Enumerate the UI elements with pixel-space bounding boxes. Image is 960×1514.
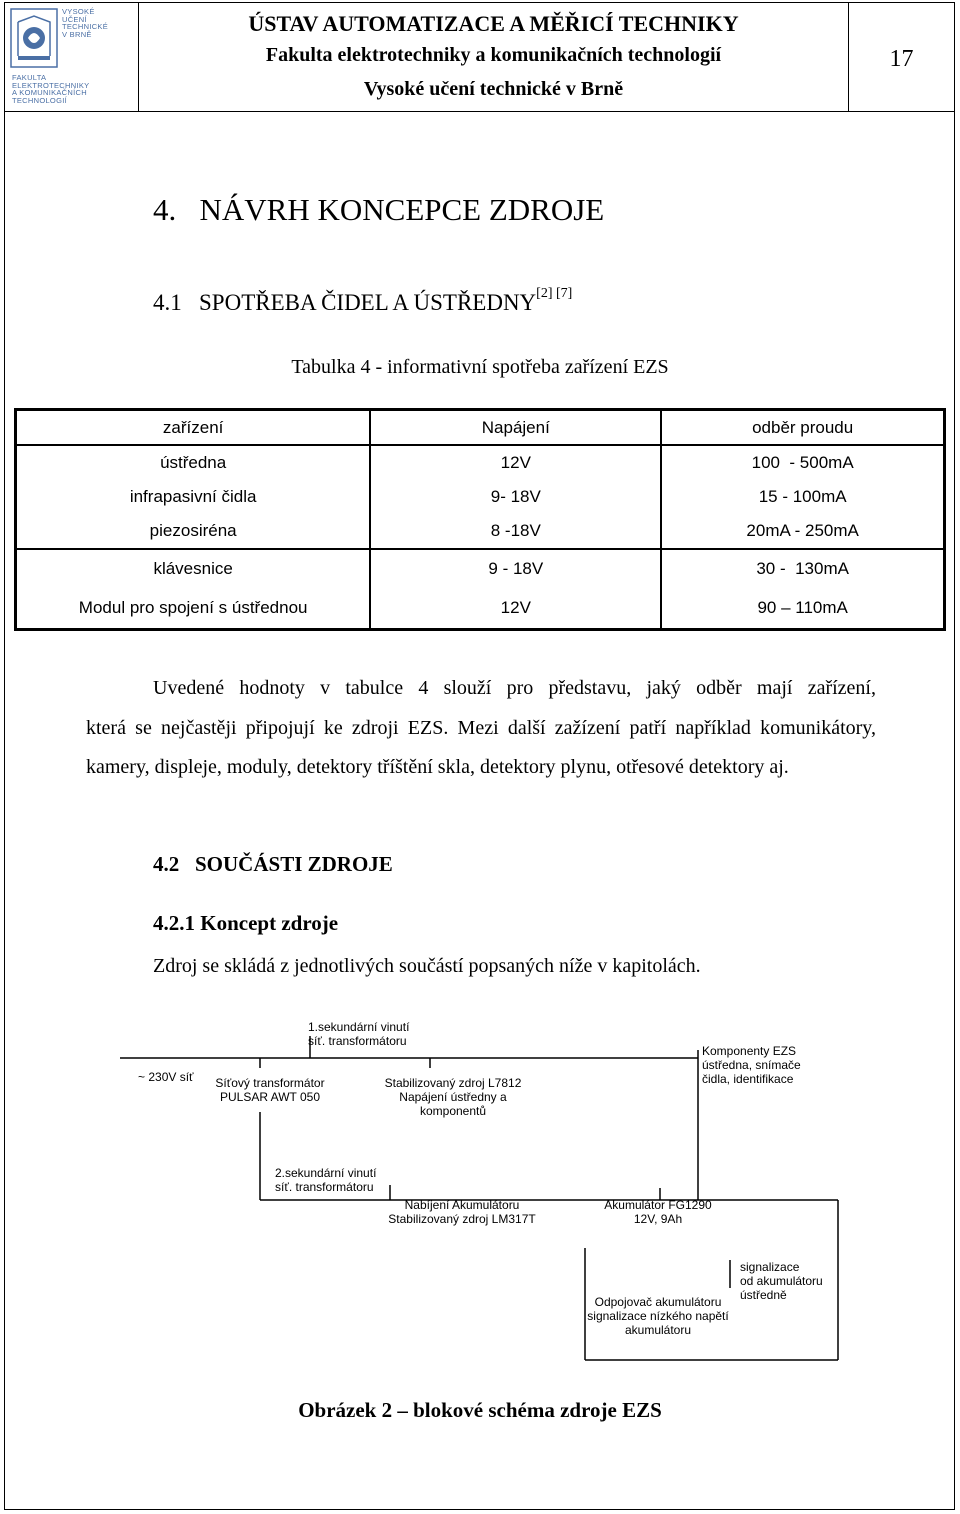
label-line: 2.sekundární vinutí (275, 1166, 377, 1180)
section-title (153, 286, 573, 316)
table-header-cell: Napájení (370, 410, 661, 446)
block-text-line: Napájení ústředny a (399, 1090, 507, 1104)
paragraph-continuation: která se nejčastěji připojují ke zdroji EZS. Mezi další zažízení patří například komunikátory, kamery, displeje, moduly, detektory tříštění skla, detektory plynu, otřesové detektory aj. (86, 716, 876, 778)
table-caption: Tabulka 4 - informativní spotřeba zařízení EZS (291, 356, 669, 378)
consumption-table (14, 408, 946, 631)
secondary1-label (308, 1020, 409, 1048)
table-row (16, 514, 945, 549)
logo-text-line: UČENÍ (62, 14, 87, 24)
header-university: Vysoké učení technické v Brně (363, 78, 624, 100)
battery-block (598, 1182, 718, 1242)
page-number: 17 (889, 46, 914, 72)
table-cell: 20mA - 250mA (661, 514, 944, 549)
table-header-cell: odběr proudu (661, 410, 944, 446)
label-line: 1.sekundární vinutí (308, 1020, 410, 1034)
logo-top-text (62, 8, 108, 38)
table-row (16, 480, 945, 514)
label-line: čidla, identifikace (702, 1072, 794, 1086)
label-line: ústředně (740, 1288, 787, 1302)
header-title (139, 10, 848, 106)
label-line: síť. transformátoru (275, 1180, 374, 1194)
table-header-row (16, 410, 945, 446)
page-header (4, 2, 955, 112)
block-text-line: akumulátoru (624, 1323, 692, 1337)
signal-label (740, 1260, 823, 1302)
table-cell: 90 – 110mA (757, 598, 848, 617)
logo-text-line: A KOMUNIKAČNÍCH (12, 88, 87, 97)
transformer-block (210, 1068, 330, 1112)
block-text-line: 12V, 9Ah (633, 1212, 683, 1226)
logo-text-line: FAKULTA (12, 73, 47, 82)
logo (4, 2, 139, 111)
logo-bottom-text (12, 74, 89, 104)
input-label: ~ 230V síť (138, 1070, 194, 1084)
page-number-cell (848, 2, 954, 111)
figure-caption: Obrázek 2 – blokové schéma zdroje EZS (298, 1398, 662, 1422)
label-line: síť. transformátoru (308, 1034, 407, 1048)
label-line: signalizace (740, 1260, 800, 1274)
table-cell: 8 -18V (370, 514, 661, 549)
table-cell: 15 - 100mA (758, 487, 847, 506)
block-text-line: PULSAR AWT 050 (219, 1090, 321, 1104)
section-title-text: 4.1 SPOTŘEBA ČIDEL A ÚSTŘEDNY (153, 290, 537, 315)
logo-text-line: TECHNOLOGIÍ (12, 95, 67, 105)
body-paragraph-2: Zdroj se skládá z jednotlivých součástí popsaných níže v kapitolách. (153, 955, 701, 977)
table-cell: 12V (370, 445, 661, 480)
block-text-line: Stabilizovaný zdroj L7812 (384, 1076, 522, 1090)
table-cell: 30 - 130mA (756, 559, 849, 578)
table-header-cell: zařízení (16, 410, 371, 446)
subsubsection-title: 4.2.1 Koncept zdroje (153, 911, 339, 935)
header-institute: ÚSTAV AUTOMATIZACE A MĚŘICÍ TECHNIKY (248, 11, 739, 36)
block-text-line: komponentů (419, 1104, 487, 1118)
components-label (702, 1044, 801, 1086)
vut-fekt-logo-icon (10, 8, 58, 68)
block-diagram (120, 1010, 840, 1370)
block-text-line: signalizace nízkého napětí (587, 1309, 729, 1323)
table-cell: infrapasivní čidla (16, 480, 371, 514)
table-cell: klávesnice (16, 549, 371, 588)
body-paragraph (86, 669, 876, 788)
logo-text-line: VYSOKÉ (62, 7, 95, 16)
label-line: ústředna, snímače (702, 1058, 801, 1072)
disconnect-block (582, 1288, 734, 1344)
stabilizer-block (378, 1068, 528, 1126)
table-row (16, 445, 945, 480)
logo-text-line: ELEKTROTECHNIKY (12, 80, 90, 90)
table-cell: 9 - 18V (370, 549, 661, 588)
table-cell: Modul pro spojení s ústřednou (16, 588, 371, 630)
label-line: od akumulátoru (740, 1274, 823, 1288)
block-text-line: Stabilizovaný zdroj LM317T (388, 1212, 536, 1226)
table-cell: piezosiréna (16, 514, 371, 549)
table-cell: 9- 18V (370, 480, 661, 514)
block-text-line: Síťový transformátor (215, 1076, 325, 1090)
header-faculty: Fakulta elektrotechniky a komunikačních technologií (265, 44, 722, 66)
table-cell: 12V (370, 588, 661, 630)
secondary2-label (275, 1166, 376, 1194)
block-text-line: Odpojovač akumulátoru (594, 1295, 722, 1309)
block-text-line: Akumulátor FG1290 (604, 1198, 712, 1212)
block-text-line: Nabíjení Akumulátoru (404, 1198, 520, 1212)
label-line: Komponenty EZS (702, 1044, 797, 1058)
table-row (16, 549, 945, 588)
logo-text-line: TECHNICKÉ (62, 22, 109, 31)
charger-block (382, 1182, 542, 1242)
table-row (16, 588, 945, 630)
section-refs: [2] [7] (536, 286, 573, 302)
paragraph-first-line: Uvedené hodnoty v tabulce 4 slouží pro představu, jaký odběr mají zařízení, (153, 677, 876, 699)
logo-text-line: V BRNĚ (62, 29, 92, 39)
table-cell: ústředna (16, 445, 371, 480)
table-cell: 100 - 500mA (751, 453, 854, 472)
subsection-title: 4.2 SOUČÁSTI ZDROJE (153, 852, 393, 876)
chapter-title: 4. NÁVRH KONCEPCE ZDROJE (153, 192, 605, 227)
